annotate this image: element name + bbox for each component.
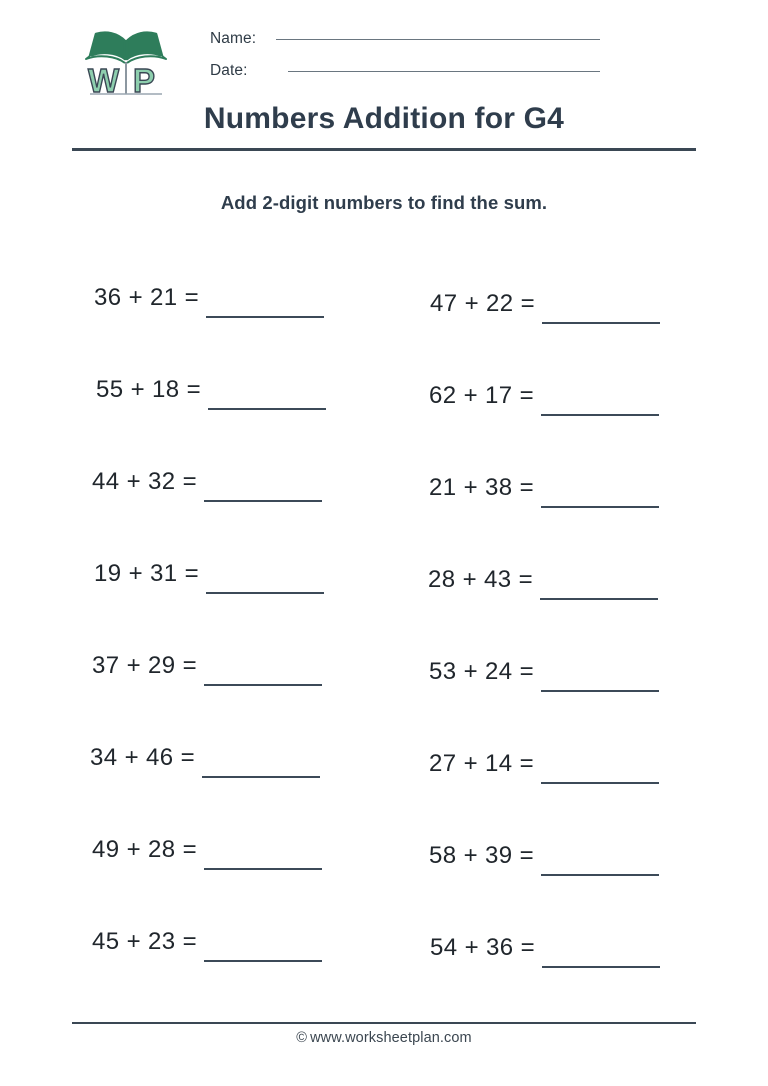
problem-item (92, 654, 322, 678)
answer-blank[interactable] (541, 414, 659, 416)
problem-expression: 47 + 22 = (430, 290, 536, 317)
problem-item (429, 384, 659, 408)
footer (0, 1030, 768, 1046)
problem-expression: 58 + 39 = (429, 842, 535, 869)
answer-blank[interactable] (541, 874, 659, 876)
page-title: Numbers Addition for G4 (203, 102, 565, 135)
problem-expression: 37 + 29 = (92, 652, 198, 679)
problem-expression: 21 + 38 = (429, 474, 535, 501)
copyright-icon: © (296, 1030, 308, 1046)
answer-blank[interactable] (202, 776, 320, 778)
problem-expression: 44 + 32 = (92, 468, 198, 495)
problem-item (90, 746, 320, 770)
problem-expression: 36 + 21 = (94, 284, 200, 311)
footer-divider (72, 1022, 696, 1024)
problem-expression: 62 + 17 = (429, 382, 535, 409)
problem-item (96, 378, 326, 402)
problem-item (428, 568, 658, 592)
worksheetplan-logo (76, 26, 176, 98)
answer-blank[interactable] (206, 592, 324, 594)
name-input-line[interactable] (276, 39, 600, 40)
answer-blank[interactable] (540, 598, 658, 600)
answer-blank[interactable] (204, 684, 322, 686)
instructions: Add 2-digit numbers to find the sum. (220, 192, 548, 213)
date-label: Date: (210, 62, 248, 79)
problem-grid (0, 252, 768, 992)
logo-book-icon (76, 26, 176, 98)
problem-item (94, 286, 324, 310)
problem-expression: 27 + 14 = (429, 750, 535, 777)
problem-item (430, 936, 660, 960)
problem-expression: 55 + 18 = (96, 376, 202, 403)
problem-expression: 49 + 28 = (92, 836, 198, 863)
logo-letter-w: W (88, 62, 120, 98)
answer-blank[interactable] (541, 782, 659, 784)
problem-expression: 45 + 23 = (92, 928, 198, 955)
name-label: Name: (210, 30, 257, 47)
answer-blank[interactable] (208, 408, 326, 410)
answer-blank[interactable] (541, 690, 659, 692)
answer-blank[interactable] (542, 322, 660, 324)
answer-blank[interactable] (204, 960, 322, 962)
problem-expression: 28 + 43 = (428, 566, 534, 593)
problem-item (92, 470, 322, 494)
problem-expression: 34 + 46 = (90, 744, 196, 771)
date-field-row (210, 62, 600, 94)
student-fields (210, 30, 600, 94)
logo-letter-p: P (133, 62, 156, 98)
problem-item (430, 292, 660, 316)
worksheet-header (0, 0, 768, 100)
problem-item (429, 752, 659, 776)
answer-blank[interactable] (542, 966, 660, 968)
problem-item (92, 838, 322, 862)
date-input-line[interactable] (288, 71, 600, 72)
problem-item (94, 562, 324, 586)
problem-item (429, 476, 659, 500)
problem-expression: 53 + 24 = (429, 658, 535, 685)
name-field-row (210, 30, 600, 62)
answer-blank[interactable] (206, 316, 324, 318)
problem-item (92, 930, 322, 954)
answer-blank[interactable] (541, 506, 659, 508)
problem-expression: 54 + 36 = (430, 934, 536, 961)
problem-item (429, 660, 659, 684)
title-divider (72, 148, 696, 151)
problem-item (429, 844, 659, 868)
answer-blank[interactable] (204, 500, 322, 502)
problem-expression: 19 + 31 = (94, 560, 200, 587)
footer-site-url: www.worksheetplan.com (310, 1030, 472, 1046)
answer-blank[interactable] (204, 868, 322, 870)
